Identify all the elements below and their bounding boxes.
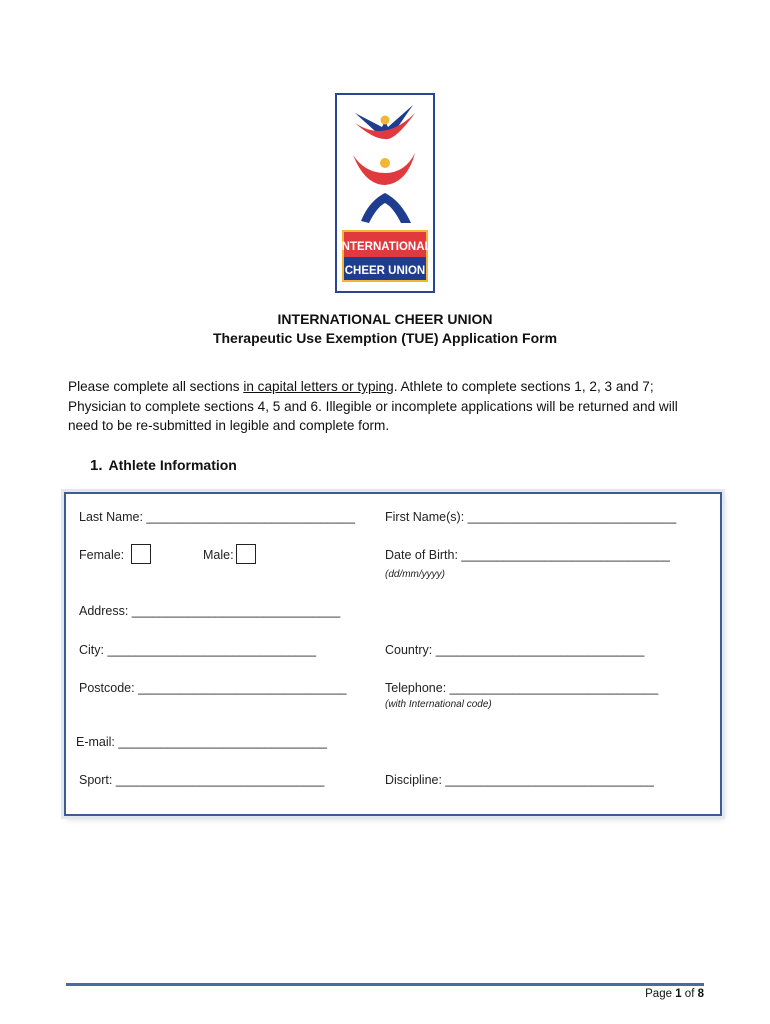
logo-text-line2: CHEER UNION: [344, 265, 426, 277]
male-checkbox[interactable]: [236, 544, 256, 564]
dob-hint: (dd/mm/yyyy): [385, 569, 445, 580]
page-label: Page: [645, 988, 672, 1000]
address-field[interactable]: Address: ______________________________: [79, 604, 341, 618]
female-checkbox[interactable]: [131, 544, 151, 564]
footer-divider: [66, 983, 704, 986]
intro-paragraph: [68, 377, 708, 436]
org-title: INTERNATIONAL CHEER UNION: [277, 311, 493, 327]
section-number: 1.: [90, 457, 103, 474]
intro-text-2: . Athlete to complete sections 1, 2, 3 and 7; Physician to complete sections 4, 5 and 6. Illegible or incomplete applications will be returned and will need to be re-submitted in legible and complete form.: [68, 379, 678, 433]
intro-text-1: Please complete all sections: [68, 379, 244, 394]
postcode-field[interactable]: Postcode: ______________________________: [79, 681, 347, 695]
of-label: of: [684, 988, 695, 1000]
male-label: Male:: [203, 548, 234, 562]
last-name-field[interactable]: Last Name: ______________________________: [79, 510, 355, 524]
country-field[interactable]: Country: ______________________________: [385, 643, 645, 657]
telephone-field[interactable]: Telephone: ______________________________: [385, 681, 659, 695]
sport-field[interactable]: Sport: ______________________________: [79, 773, 325, 787]
telephone-hint: (with International code): [385, 699, 492, 710]
form-title: Therapeutic Use Exemption (TUE) Application Form: [212, 330, 558, 346]
city-field[interactable]: City: ______________________________: [79, 643, 317, 657]
intro-underlined: in capital letters or typing: [243, 379, 394, 394]
first-names-field[interactable]: First Name(s): ______________________________: [385, 510, 677, 524]
logo-text-line1: INTERNATIONAL: [338, 241, 432, 253]
page-current: 1: [675, 988, 682, 1000]
page-indicator: [645, 988, 704, 1000]
section-1-heading: [90, 457, 237, 474]
discipline-field[interactable]: Discipline: ______________________________: [385, 773, 654, 787]
icu-logo: [335, 93, 435, 293]
page-total: 8: [697, 988, 704, 1000]
section-title: Athlete Information: [108, 457, 237, 473]
email-field[interactable]: E-mail: ______________________________: [76, 735, 327, 749]
female-label: Female:: [79, 548, 125, 562]
dob-field[interactable]: Date of Birth: ______________________________: [385, 548, 670, 562]
